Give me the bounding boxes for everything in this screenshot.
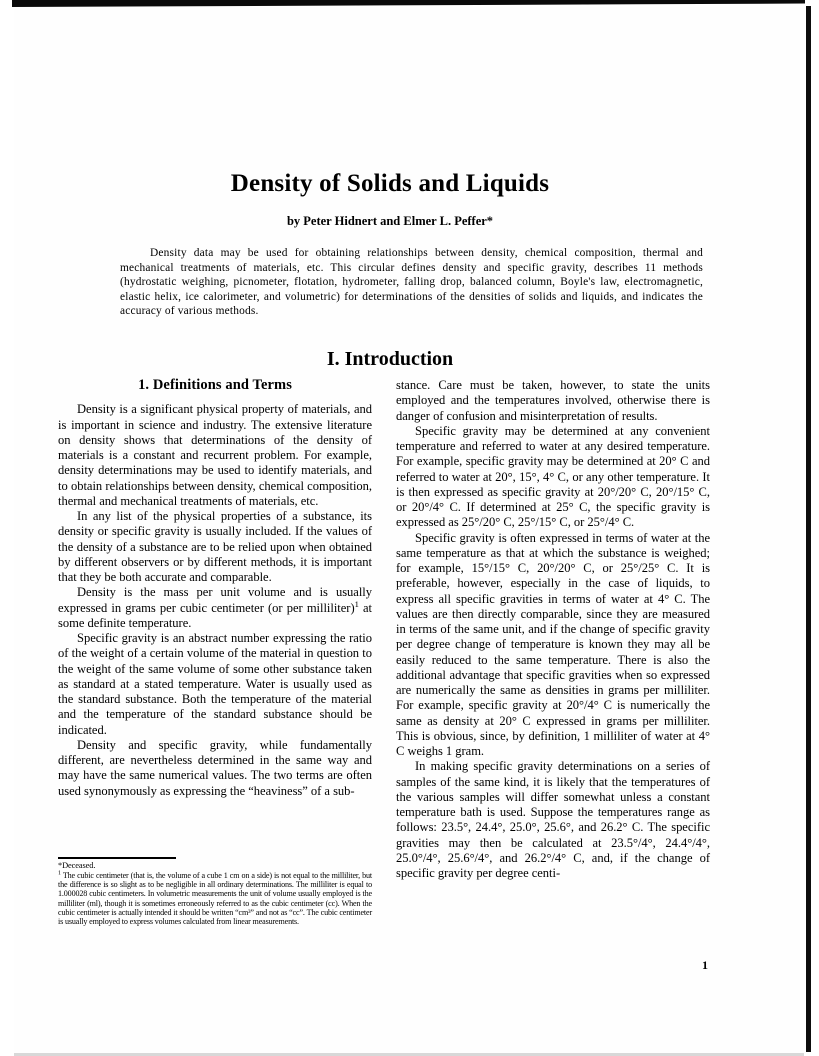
footnote-one <box>58 871 372 927</box>
page-number: 1 <box>702 958 708 972</box>
paragraph: Specific gravity is an abstract number expressing the ratio of the weight of a certain volume of the material in question to the weight of the same volume of some other substance taken as standard at a stated temperature. Water is usually used as the standard substance. Both the temperature of the material and the temperature of the standard substance should be indicated. <box>58 631 372 737</box>
footnote-block <box>58 857 372 927</box>
paragraph: Specific gravity is often expressed in terms of water at the same temperature as that at which the substance is weighed; for example, 15°/15° C, 20°/20° C, or 25°/25° C. It is preferable, however, especially in the case of liquids, to express all specific gravities in terms of water at 4° C. The values are then directly comparable, since they are measured in terms of the same unit, and if the change of specific gravity per degree change of temperature is known they may all be easily reduced to the same temperature. There is also the additional advantage that specific gravities when so expressed are numerically the same as densities in grams per milliliter. For example, specific gravity at 20°/4° C is numerically the same as density at 20° C expressed in grams per milliliter. This is obvious, since, by definition, 1 milliliter of water at 4° C weighs 1 gram. <box>396 530 710 758</box>
footnote-star-marker: * <box>58 861 63 871</box>
abstract-text: Density data may be used for obtaining relationships between density, chemical composition, thermal and mechanical treatments of materials, etc. This circular defines density and specific gravity, describes 11 methods (hydrostatic weighing, picnometer, flotation, hydrometer, falling drop, balanced column, Boyle's law, electromagnetic, elastic helix, ice calorimeter, and volumetric) for determinations of the densities of solids and liquids, and indicates the accuracy of various methods. <box>120 247 703 318</box>
paragraph: Density is a significant physical property of materials, and is important in science and industry. The extensive literature on density shows that determinations of the density of materials is a constant and recurrent problem. For example, density determinations may be used to identify materials, and to obtain relationships between density, chemical composition, thermal and mechanical treatments of materials, etc. <box>58 402 372 508</box>
footnote-number-marker: 1 <box>58 870 61 876</box>
part-heading: I. Introduction <box>326 348 454 370</box>
author-byline: by Peter Hidnert and Elmer L. Peffer* <box>286 214 494 228</box>
footnote-number-text: The cubic centimeter (that is, the volume of a cube 1 cm on a side) is not equal to the milliliter, but the difference is so slight as to be negligible in all ordinary determinations. The milliliter is equal to 1.000028 cubic centimeters. In volumetric measurements the unit of volume usually employed is the milliliter (ml), though it is sometimes erroneously referred to as the cubic centimeter (cc). When the cubic centimeter is actually intended it should be written “cm³” and not as “cc”. The cubic centimeter is usually employed to express volumes calculated from linear measurements. <box>58 870 372 927</box>
paragraph-continued: stance. Care must be taken, however, to state the units employed and the temperatures involved, otherwise there is danger of confusion and misinterpretation of results. <box>396 378 710 423</box>
paragraph: In any list of the physical properties of a substance, its density or specific gravity is usually included. If the values of the density of a substance are to be relied upon when obtained by different observers or by different methods, it is important that they be both accurate and comparable. <box>58 509 372 584</box>
footnote-marker: 1 <box>354 598 359 609</box>
right-column <box>396 378 710 881</box>
paragraph: In making specific gravity determinations on a series of samples of the same kind, it is likely that the temperatures of the various samples will differ somewhat unless a constant temperature bath is used. Suppose the temperatures range as follows: 23.5°, 24.4°, 25.0°, 25.6°, and 26.2° C. The specific gravities may then be calculated at 23.5°/4°, 24.4°/4°, 25.0°/4°, 25.6°/4°, and 26.2°/4° C, and, if the change of specific gravity per degree centi- <box>396 759 710 880</box>
footnote-star-text: Deceased. <box>62 861 96 871</box>
paragraph-with-footnote-marker <box>58 585 372 631</box>
footnote-deceased <box>58 861 372 871</box>
footnote-separator-rule <box>58 857 176 859</box>
left-column <box>58 378 372 799</box>
paragraph: Specific gravity may be determined at any convenient temperature and referred to water at any desired temperature. For example, specific gravity may be determined at 20° C and referred to water at 20°, 15°, 4° C, or any other temperature. It is then expressed as specific gravity at 20°/20° C, 20°/15° C, or 20°/4° C. If determined at 25° C, the specific gravity is expressed as 25°/20° C, 25°/15° C, or 25°/4° C. <box>396 423 710 530</box>
paragraph-text-after-marker: at some definite temperature. <box>58 600 372 630</box>
paragraph: Density and specific gravity, while fundamentally different, are nevertheless determined in the same way and may have the same numerical values. The two terms are often used synonymously as expressing the “heaviness” of a sub- <box>58 737 372 798</box>
paragraph-text-before-marker: Density is the mass per unit volume and is usually expressed in grams per cubic centimeter (or per milliliter) <box>58 585 372 615</box>
page-title: Density of Solids and Liquids <box>230 170 550 197</box>
section-heading-definitions: 1. Definitions and Terms <box>138 377 292 393</box>
